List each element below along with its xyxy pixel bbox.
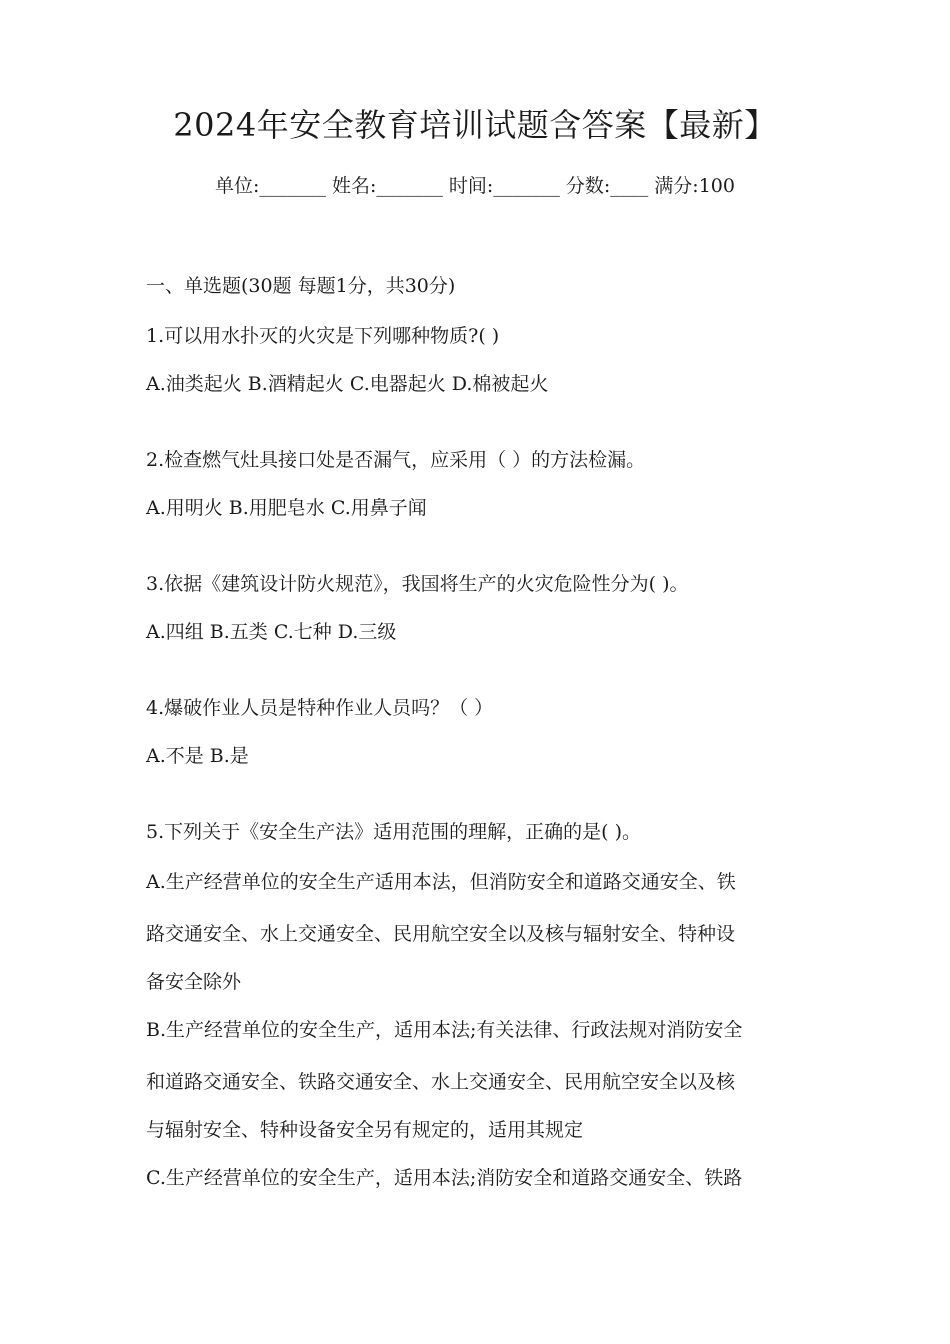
question-5-option-line: 和道路交通安全、铁路交通安全、水上交通安全、民用航空安全以及核 [146,1071,736,1093]
exam-info-line: 单位:_______ 姓名:_______ 时间:_______ 分数:____ 满分:100 [215,175,735,197]
document-title: 2024年安全教育培训试题含答案【最新】 [173,106,777,144]
question-5-option-line: 备安全除外 [146,971,242,993]
question-4-options: A.不是 B.是 [146,745,249,767]
question-2-options: A.用明火 B.用肥皂水 C.用鼻子闻 [146,497,427,519]
question-5-option-line: A.生产经营单位的安全生产适用本法，但消防安全和道路交通安全、铁 [146,871,736,893]
question-1-options: A.油类起火 B.酒精起火 C.电器起火 D.棉被起火 [146,373,549,395]
question-1-stem: 1.可以用水扑灭的火灾是下列哪种物质?( ) [146,325,500,347]
question-5-option-line: 与辐射安全、特种设备安全另有规定的，适用其规定 [146,1119,584,1141]
question-3-stem: 3.依据《建筑设计防火规范》，我国将生产的火灾危险性分为( )。 [146,573,689,595]
question-5-option-line: B.生产经营单位的安全生产，适用本法;有关法律、行政法规对消防安全 [146,1019,743,1041]
question-4-stem: 4.爆破作业人员是特种作业人员吗？（ ） [146,697,494,719]
question-5-stem: 5.下列关于《安全生产法》适用范围的理解，正确的是( )。 [146,821,641,843]
question-3-options: A.四组 B.五类 C.七种 D.三级 [146,621,397,643]
question-5-option-line: C.生产经营单位的安全生产，适用本法;消防安全和道路交通安全、铁路 [146,1167,743,1189]
question-5-option-line: 路交通安全、水上交通安全、民用航空安全以及核与辐射安全、特种设 [146,923,736,945]
section-heading: 一、单选题(30题 每题1分，共30分) [146,275,456,297]
question-2-stem: 2.检查燃气灶具接口处是否漏气，应采用（ ）的方法检漏。 [146,449,646,471]
